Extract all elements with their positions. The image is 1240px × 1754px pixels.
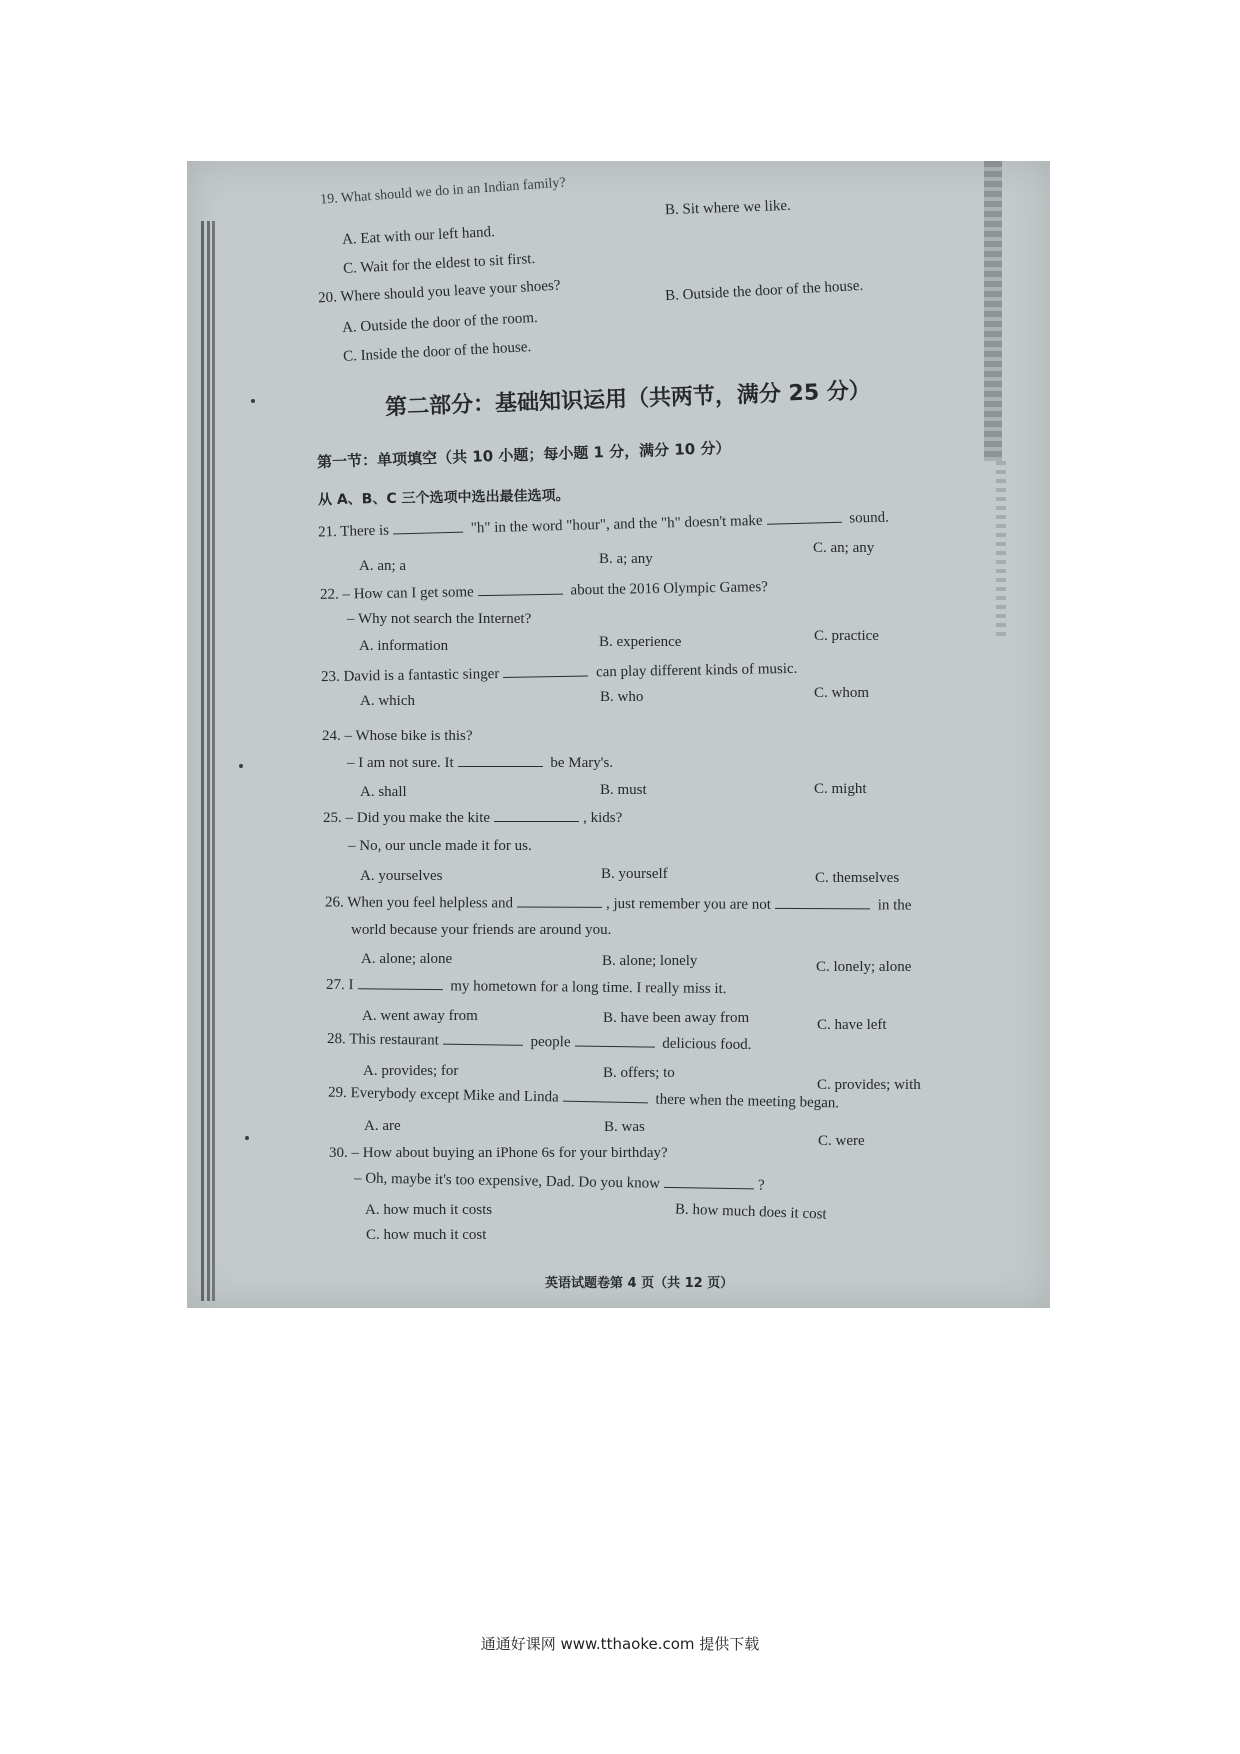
q29-text-1: 29. Everybody except Mike and Linda bbox=[327, 1084, 559, 1106]
q30-option-b: B. how much does it cost bbox=[674, 1201, 827, 1223]
q19-option-a: A. Eat with our left hand. bbox=[341, 224, 496, 248]
section-one-title: 第一节：单项填空（共 10 小题；每小题 1 分，满分 10 分） bbox=[316, 438, 731, 472]
q29-option-c: C. were bbox=[818, 1133, 865, 1149]
q24-option-b: B. must bbox=[600, 782, 647, 798]
answer-blank bbox=[767, 521, 842, 525]
q22-text-2: about the 2016 Olympic Games? bbox=[570, 579, 769, 599]
q22-option-a: A. information bbox=[359, 638, 449, 654]
answer-blank bbox=[563, 1100, 648, 1104]
q26-text-1: 26. When you feel helpless and bbox=[324, 894, 514, 912]
answer-blank bbox=[503, 674, 588, 677]
q29-option-b: B. was bbox=[604, 1119, 645, 1135]
answer-blank bbox=[478, 593, 563, 596]
q30-option-c: C. how much it cost bbox=[366, 1227, 487, 1243]
q30-option-a: A. how much it costs bbox=[365, 1202, 493, 1218]
q26-continuation: world because your friends are around you. bbox=[351, 922, 612, 938]
answer-blank bbox=[775, 907, 870, 909]
question-22 bbox=[320, 578, 768, 604]
part-two-title: 第二部分：基础知识运用（共两节，满分 25 分） bbox=[384, 378, 872, 421]
speck bbox=[239, 764, 243, 768]
instruction: 从 A、B、C 三个选项中选出最佳选项。 bbox=[317, 487, 570, 509]
question-27 bbox=[326, 976, 727, 998]
q24-text-3: be Mary's. bbox=[550, 755, 614, 771]
question-20-stem: 20. Where should you leave your shoes? bbox=[317, 277, 561, 307]
question-28 bbox=[327, 1030, 752, 1054]
exam-page-number: 英语试题卷第 4 页（共 12 页） bbox=[545, 1276, 734, 1291]
q28-text-1: 28. This restaurant bbox=[326, 1031, 439, 1049]
q27-option-a: A. went away from bbox=[362, 1008, 478, 1024]
q30-text-2: – Oh, maybe it's too expensive, Dad. Do you know bbox=[353, 1170, 661, 1192]
question-24: 24. – Whose bike is this? bbox=[322, 728, 473, 744]
q28-option-b: B. offers; to bbox=[603, 1065, 675, 1081]
q26-text-3: in the bbox=[877, 897, 912, 914]
q22-option-c: C. practice bbox=[814, 628, 879, 644]
q20-option-b: B. Outside the door of the house. bbox=[664, 277, 864, 305]
answer-blank bbox=[458, 765, 543, 767]
q24-reply bbox=[347, 754, 613, 772]
page-edge-shadow-lower bbox=[996, 461, 1006, 641]
q21-option-a: A. an; a bbox=[359, 558, 407, 574]
question-30: 30. – How about buying an iPhone 6s for your birthday? bbox=[329, 1145, 668, 1161]
scanned-exam-page bbox=[187, 161, 1050, 1308]
q27-text-2: my hometown for a long time. I really miss it. bbox=[450, 978, 727, 998]
q30-reply bbox=[354, 1169, 765, 1194]
q24-option-a: A. shall bbox=[360, 784, 407, 800]
q23-text-1: 23. David is a fantastic singer bbox=[320, 666, 500, 686]
q24-option-c: C. might bbox=[814, 781, 867, 797]
binding-edge bbox=[201, 221, 215, 1301]
q27-option-c: C. have left bbox=[817, 1017, 887, 1033]
answer-blank bbox=[664, 1186, 754, 1190]
answer-blank bbox=[357, 987, 442, 990]
q28-option-a: A. provides; for bbox=[363, 1063, 459, 1079]
q30-text-3: ? bbox=[757, 1177, 765, 1194]
q23-text-2: can play different kinds of music. bbox=[595, 660, 798, 681]
answer-blank bbox=[574, 1044, 654, 1047]
speck bbox=[251, 399, 255, 403]
question-25 bbox=[323, 809, 622, 827]
question-19-stem: 19. What should we do in an Indian family? bbox=[319, 175, 567, 208]
q26-option-a: A. alone; alone bbox=[361, 951, 453, 967]
question-26 bbox=[325, 893, 912, 914]
q19-option-b: B. Sit where we like. bbox=[664, 197, 792, 219]
q25-option-c: C. themselves bbox=[815, 870, 900, 886]
q22-option-b: B. experience bbox=[599, 634, 682, 650]
q24-text-2: – I am not sure. It bbox=[347, 755, 454, 771]
q25-option-b: B. yourself bbox=[601, 866, 668, 882]
answer-blank bbox=[517, 905, 602, 907]
q28-text-3: delicious food. bbox=[662, 1035, 752, 1053]
q21-text-2: "h" in the word "hour", and the "h" doesn't make bbox=[470, 512, 763, 537]
q28-option-c: C. provides; with bbox=[817, 1077, 921, 1093]
q25-option-a: A. yourselves bbox=[360, 868, 443, 884]
page-edge-shadow bbox=[984, 161, 1002, 461]
download-watermark: 通通好课网 www.tthaoke.com 提供下载 bbox=[480, 1635, 760, 1653]
question-29 bbox=[328, 1084, 839, 1113]
answer-blank bbox=[443, 1043, 523, 1046]
q26-option-b: B. alone; lonely bbox=[602, 953, 698, 969]
q21-text-1: 21. There is bbox=[317, 522, 390, 541]
q21-text-3: sound. bbox=[849, 509, 890, 527]
speck bbox=[245, 1136, 249, 1140]
answer-blank bbox=[494, 820, 579, 822]
q20-option-a: A. Outside the door of the room. bbox=[341, 309, 539, 337]
q22-reply: – Why not search the Internet? bbox=[347, 611, 532, 627]
q26-text-2: , just remember you are not bbox=[605, 895, 772, 913]
q22-text-1: 22. – How can I get some bbox=[319, 584, 474, 603]
q21-option-c: C. an; any bbox=[813, 540, 875, 556]
q20-option-c: C. Inside the door of the house. bbox=[342, 339, 532, 365]
question-23 bbox=[321, 660, 798, 686]
q27-option-b: B. have been away from bbox=[603, 1010, 750, 1026]
q29-text-2: there when the meeting began. bbox=[655, 1091, 840, 1112]
question-21 bbox=[318, 509, 889, 542]
answer-blank bbox=[393, 531, 463, 535]
q23-option-b: B. who bbox=[600, 689, 644, 705]
q23-option-c: C. whom bbox=[814, 685, 870, 701]
q25-text-2: , kids? bbox=[583, 810, 623, 826]
q21-option-b: B. a; any bbox=[599, 551, 653, 567]
q29-option-a: A. are bbox=[364, 1118, 401, 1134]
q26-option-c: C. lonely; alone bbox=[816, 959, 912, 975]
q27-text-1: 27. I bbox=[325, 976, 354, 994]
q28-text-2: people bbox=[530, 1033, 571, 1051]
q25-reply: – No, our uncle made it for us. bbox=[348, 838, 532, 854]
q19-option-c: C. Wait for the eldest to sit first. bbox=[342, 250, 536, 278]
q23-option-a: A. which bbox=[360, 693, 415, 709]
q25-text-1: 25. – Did you make the kite bbox=[323, 810, 491, 826]
